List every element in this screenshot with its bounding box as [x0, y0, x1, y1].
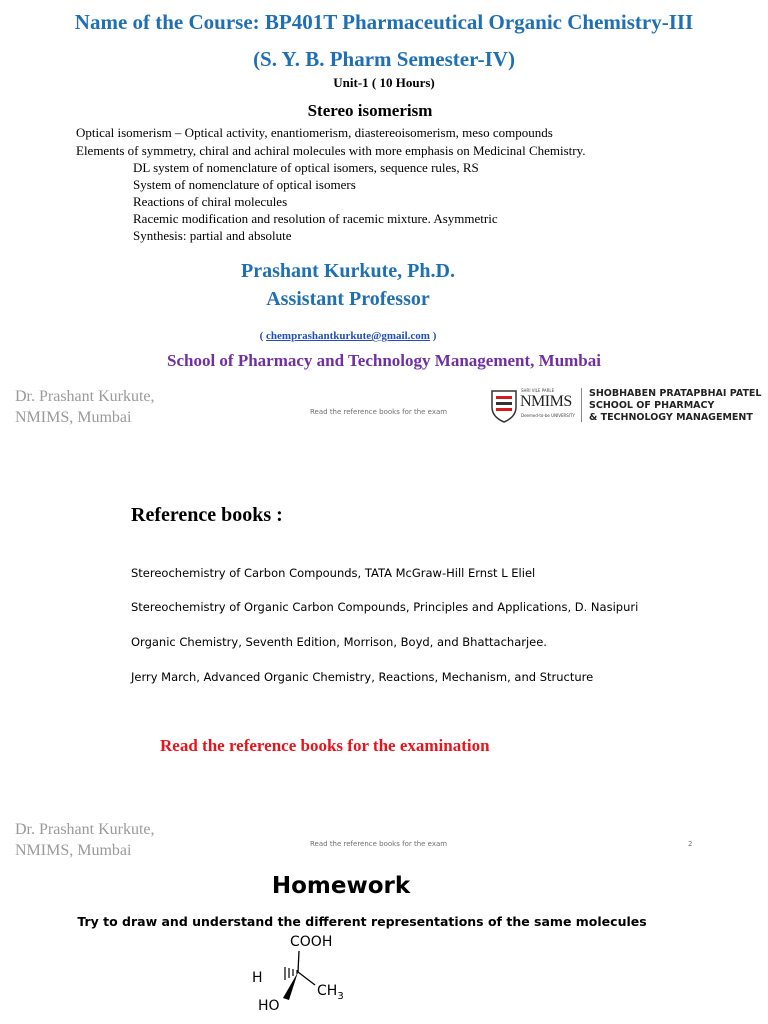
- logo-school-line-3: & TECHNOLOGY MANAGEMENT: [589, 412, 753, 423]
- footer-author-line-1: Dr. Prashant Kurkute,: [15, 388, 155, 405]
- logo-school-line-1: SHOBHABEN PRATAPBHAI PATEL: [589, 388, 762, 399]
- footer-author: [15, 386, 155, 428]
- exam-note: Read the reference books for the examination: [160, 736, 490, 755]
- logo-divider: [581, 388, 582, 422]
- email-line: [0, 330, 696, 342]
- topic-heading: Stereo isomerism: [307, 101, 433, 120]
- reference-item: Stereochemistry of Carbon Compounds, TATA McGraw-Hill Ernst L Eliel: [131, 566, 536, 580]
- homework-instruction: Try to draw and understand the different representations of the same molecules: [77, 914, 647, 929]
- author-name: Prashant Kurkute, Ph.D.: [241, 260, 455, 282]
- logo-tag-top: SHRI VILE PARLE: [521, 388, 555, 393]
- page-number: 2: [688, 840, 693, 848]
- syllabus-line: DL system of nomenclature of optical isomers, sequence rules, RS: [133, 160, 479, 175]
- syllabus-line: Reactions of chiral molecules: [133, 194, 288, 209]
- syllabus-line: System of nomenclature of optical isomers: [133, 177, 356, 192]
- logo-school: [589, 388, 761, 424]
- reference-item: Stereochemistry of Organic Carbon Compounds, Principles and Applications, D. Nasipuri: [131, 600, 639, 614]
- molecule-right-subscript: 3: [337, 990, 344, 1002]
- email-open: (: [259, 330, 267, 342]
- nmims-logo: [489, 386, 761, 426]
- molecule-structure: [250, 932, 370, 1024]
- school-name: School of Pharmacy and Technology Management, Mumbai: [167, 351, 601, 370]
- logo-tag-bottom: Deemed-to-be UNIVERSITY: [521, 413, 575, 418]
- reference-item: Organic Chemistry, Seventh Edition, Morrison, Boyd, and Bhattacharjee.: [131, 635, 547, 649]
- syllabus-line: Optical isomerism – Optical activity, enantiomerism, diastereoisomerism, meso compounds: [76, 125, 553, 140]
- reference-item: Jerry March, Advanced Organic Chemistry, Reactions, Mechanism, and Structure: [131, 670, 594, 684]
- molecule-bottom-group: HO: [258, 998, 280, 1014]
- footer-author-line-2: NMIMS, Mumbai: [15, 409, 132, 426]
- unit-label: Unit-1 ( 10 Hours): [333, 75, 435, 90]
- logo-school-line-2: SCHOOL OF PHARMACY: [589, 400, 715, 411]
- logo-word: NMIMS: [520, 393, 572, 410]
- email-link[interactable]: chemprashantkurkute@gmail.com: [266, 330, 430, 342]
- semester-title: (S. Y. B. Pharm Semester-IV): [253, 47, 515, 71]
- footer-author: [15, 819, 155, 861]
- footer-note: Read the reference books for the exam: [310, 840, 448, 848]
- molecule-right-label: CH: [317, 983, 338, 999]
- syllabus-line: Elements of symmetry, chiral and achiral molecules with more emphasis on Medicinal Chemistry.: [76, 143, 586, 158]
- syllabus-line: Racemic modification and resolution of racemic mixture. Asymmetric: [133, 211, 498, 226]
- footer-author-line-2: NMIMS, Mumbai: [15, 842, 132, 859]
- syllabus-line: Synthesis: partial and absolute: [133, 228, 292, 243]
- course-title: Name of the Course: BP401T Pharmaceutical Organic Chemistry-III: [74, 10, 694, 34]
- footer-author-line-1: Dr. Prashant Kurkute,: [15, 821, 155, 838]
- molecule-left-group: H: [252, 970, 263, 986]
- email-close: ): [429, 330, 437, 342]
- author-designation: Assistant Professor: [266, 288, 430, 310]
- reference-heading: Reference books :: [131, 504, 283, 526]
- footer-note: Read the reference books for the exam: [310, 408, 448, 416]
- homework-heading: Homework: [271, 873, 411, 899]
- molecule-right-group: [317, 983, 344, 1002]
- molecule-top-group: COOH: [290, 934, 333, 950]
- nmims-emblem-icon: [489, 387, 519, 423]
